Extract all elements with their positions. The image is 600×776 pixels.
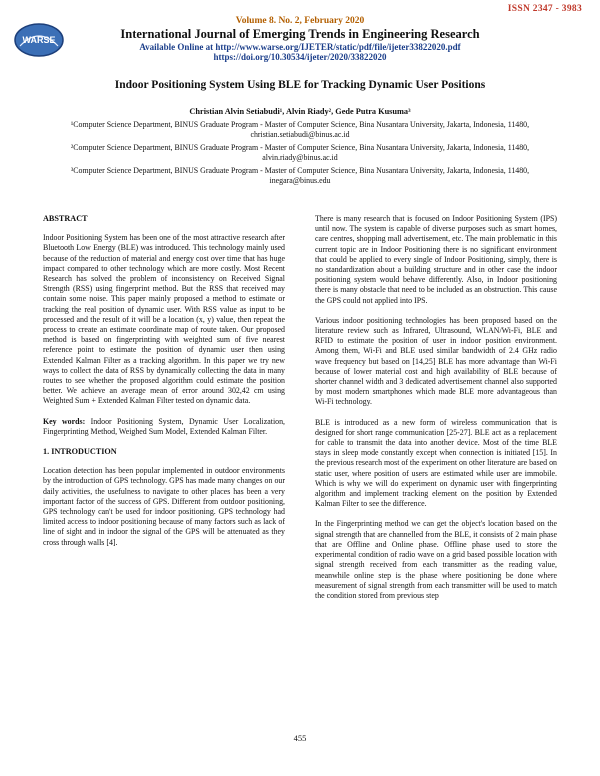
right-column (315, 214, 557, 611)
doi-link[interactable]: https://doi.org/10.30534/ijeter/2020/33822020 (213, 52, 387, 62)
introduction-text: Location detection has been popular implemented in outdoor environments by the introduction of GPS technology. GPS has made many changes on our daily activities, the usefulness to navigate to other places has been a very important factor of the success of GPS. Different from outdoor positioning, GPS technology can't be used for indoor positioning. GPS technology had limited access to indoor positioning because of many factors such as lack of line of sight and in indoor the signal of the GPS will be attenuated as they cross through walls [4]. (43, 466, 285, 547)
introduction-heading: 1. INTRODUCTION (43, 447, 117, 457)
abstract-text: Indoor Positioning System has been one of the most attractive research after Bluetooth Low Energy (BLE) was introduced. This technology mainly used because of the reduction of material and energy cost over time that has huge impact compared to other technology which are more costly. Most Recent Research has solved the problem of inconsistency on Received Signal Strength (RSS) using fingerprint method. But the RSS that received may contain some noise. This paper mainly proposed a method to estimate or tracking the real position of dynamic user. With RSS value as input to be processed and the result of it will be a location (x, y) value, then repeat the process to create an estimate coordinate map of route taken. Our proposed method is based on fingerprinting with weighted sum of five nearest reference point to estimate the position of dynamic user then using Extended Kalman Filter as a tracking algorithm. In this paper we try new ways to collect the data of RSS by dynamically collecting the data in many routes to see whether the proposed algorithm could estimate the position better. We achieve an average mean of error around 302,42 cm using Weighted Sum + Extended Kalman Filter tested on dynamic data. (43, 233, 285, 406)
affiliation-3: ³Computer Science Department, BINUS Graduate Program - Master of Computer Science, Bina Nusantara University, Jakarta, Indonesia, 11480, inegara@binus.edu (70, 166, 530, 186)
page-number: 455 (293, 733, 307, 743)
journal-title: International Journal of Emerging Trends in Engineering Research (120, 27, 480, 41)
keywords-label: Key words: (43, 416, 86, 426)
keywords-text: Indoor Positioning System, Dynamic User Localization, Fingerprinting Method, Weighed Sum Model, Extended Kalman Filter. (43, 416, 286, 436)
affiliation-1: ¹Computer Science Department, BINUS Graduate Program - Master of Computer Science, Bina Nusantara University, Jakarta, Indonesia, 11480, christian.setiabudi@binus.ac.id (70, 120, 530, 140)
logo-text: WARSE (22, 35, 56, 45)
author-list: Christian Alvin Setiabudi¹, Alvin Riady², Gede Putra Kusuma³ (189, 107, 411, 116)
body-paragraph-3: BLE is introduced as a new form of wireless communication that is designed for short range communication [25-27]. BLE act as a replacement for cable to transmit the data into another device. Most of the time BLE stays in sleep mode constantly except when connection is initiated [15]. In the previous research most of the experiment on other literature are based on static user, where position of users are estimated while user are immobile. Which is why we will do experiment on dynamic user with fingerprinting algorithm and implement tracking element on the position by Extended Kalman Filter to see the difference. (315, 417, 557, 509)
affiliation-2: ²Computer Science Department, BINUS Graduate Program - Master of Computer Science, Bina Nusantara University, Jakarta, Indonesia, 11480, alvin.riady@binus.ac.id (70, 143, 530, 163)
abstract-heading: ABSTRACT (43, 214, 88, 223)
available-online-link[interactable]: Available Online at http://www.warse.org/IJETER/static/pdf/file/ijeter33822020.pdf (139, 42, 461, 52)
left-column (43, 214, 285, 558)
journal-header (0, 16, 600, 62)
body-paragraph-1: There is many research that is focused on Indoor Positioning System (IPS) until now. The system is capable of diverse purposes such as smart homes, care centres, shopping mall advertisement, etc. The main problematic in this current topic are in Indoor Positioning there is no significant environment that could be applied to every single of Indoor Positioning, simply, there is no standardization about a building structure and in other case the indoor positioning system would behave differently. Also, in Indoor positioning there is many obstacle that need to be included as an obstruction. This cause the GPS could not applied into IPS. (315, 214, 557, 305)
body-paragraph-4: In the Fingerprinting method we can get the object's location based on the signal strength that are channelled from the BLE, it consists of 2 main phase that are Offline and Online phase. Offline phase used to store the experimental condition of radio wave on a grid based possible location with signal strength received from each transmitter as the reading value, meanwhile online step is the phase where positioning be done where measurement of signal strength from each transmitter will be used to match the condition stored from previous step (315, 519, 557, 600)
issn-label: ISSN 2347 - 3983 (507, 4, 582, 14)
body-paragraph-2: Various indoor positioning technologies has been proposed based on the literature review such as Infrared, Ultrasound, WLAN/Wi-Fi, BLE and RFID to estimate the position of user in indoor position environment. Among them, Wi-Fi and BLE used similar bandwidth of 2.4 GHz radio wave frequency but based on [14,25] BLE has more advantage than Wi-Fi because of lower material cost and high availability of BLE because of shorter channel width and 3 dedicated advertisement channel also supported by most modern smartphones which made BLE more advantageous than Wi-Fi technology. (315, 315, 557, 407)
keywords-paragraph (43, 417, 285, 437)
paper-title: Indoor Positioning System Using BLE for Tracking Dynamic User Positions (114, 79, 486, 91)
volume-info: Volume 8. No. 2, February 2020 (235, 16, 365, 26)
